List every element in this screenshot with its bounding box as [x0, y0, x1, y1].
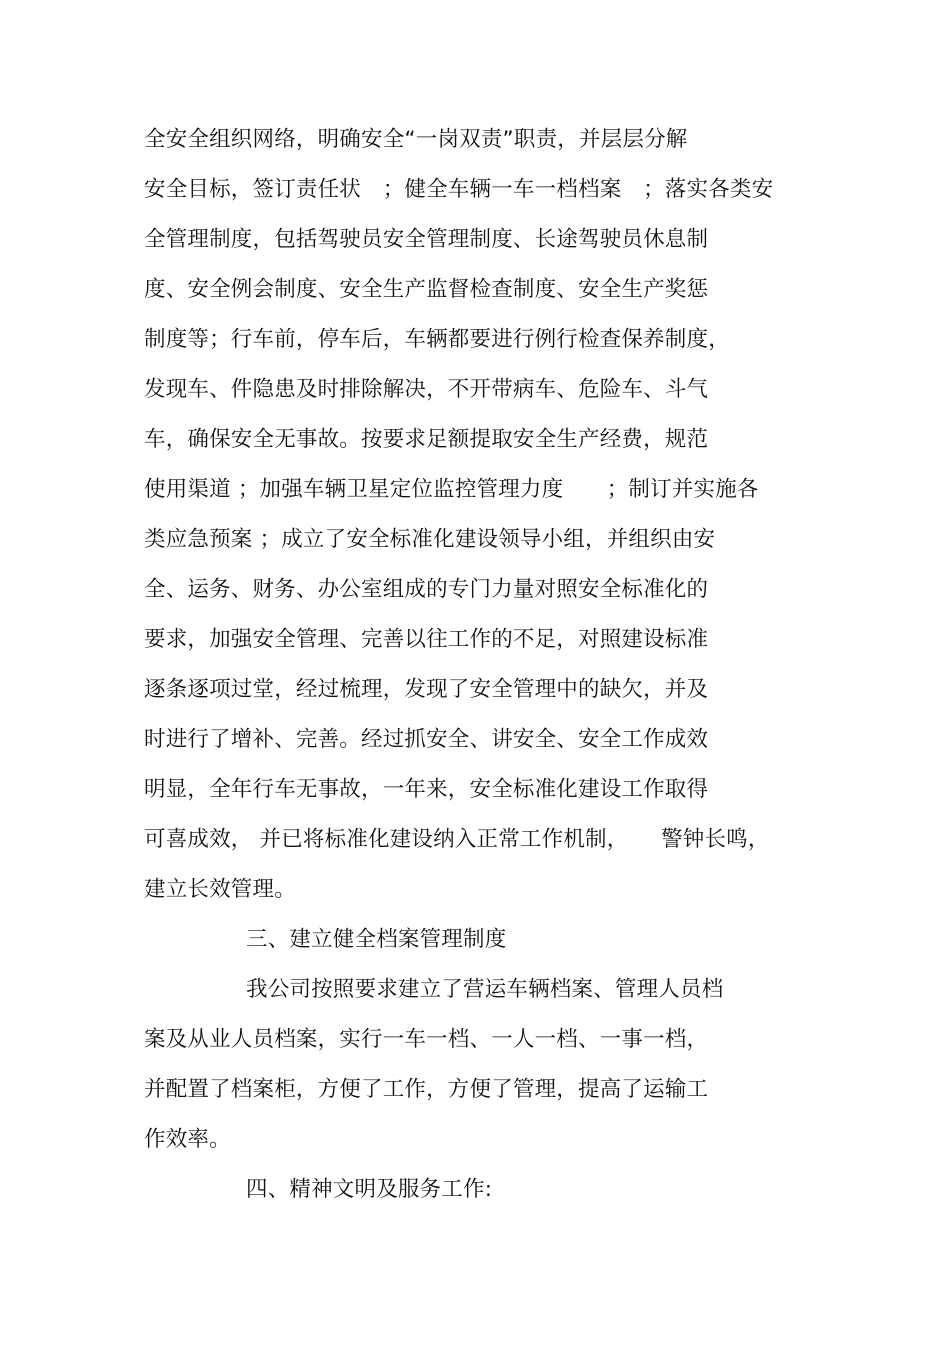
paragraph-line: 发现车、件隐患及时排除解决，不开带病车、危险车、斗气	[144, 377, 709, 402]
section-heading-4: 四、精神文明及服务工作:	[246, 1177, 493, 1202]
paragraph-line: 并配置了档案柜，方便了工作，方便了管理，提高了运输工	[144, 1077, 709, 1102]
paragraph-line: 类应急预案 ；成立了安全标准化建设领导小组，并组织由安	[144, 527, 716, 552]
paragraph-line: 要求，加强安全管理、完善以往工作的不足，对照建设标准	[144, 627, 709, 652]
paragraph-line: 使用渠道 ；加强车辆卫星定位监控管理力度 ；制订并实施各	[144, 477, 759, 502]
paragraph-line: 时进行了增补、完善。经过抓安全、讲安全、安全工作成效	[144, 727, 709, 752]
paragraph-line: 全、运务、财务、办公室组成的专门力量对照安全标准化的	[144, 577, 709, 602]
paragraph-line: 建立长效管理。	[144, 877, 296, 902]
paragraph-line: 车，确保安全无事故。按要求足额提取安全生产经费，规范	[144, 427, 709, 452]
paragraph-line: 度、安全例会制度、安全生产监督检查制度、安全生产奖惩	[144, 277, 709, 302]
paragraph-line: 明显，全年行车无事故，一年来，安全标准化建设工作取得	[144, 777, 709, 802]
section-heading-3: 三、建立健全档案管理制度	[246, 927, 507, 952]
paragraph-line: 制度等；行车前，停车后，车辆都要进行例行检查保养制度，	[144, 327, 730, 352]
paragraph-line: 全管理制度，包括驾驶员安全管理制度、长途驾驶员休息制	[144, 227, 709, 252]
paragraph-line: 案及从业人员档案，实行一车一档、一人一档、一事一档，	[144, 1027, 709, 1052]
paragraph-line: 作效率。	[144, 1127, 231, 1152]
paragraph-line: 逐条逐项过堂，经过梳理，发现了安全管理中的缺欠，并及	[144, 677, 709, 702]
paragraph-line: 我公司按照要求建立了营运车辆档案、管理人员档	[246, 977, 724, 1002]
paragraph-line: 可喜成效， 并已将标准化建设纳入正常工作机制， 警钟长鸣，	[144, 827, 770, 852]
paragraph-line: 全安全组织网络，明确安全“一岗双责”职责，并层层分解	[144, 127, 688, 152]
paragraph-line: 安全目标，签订责任状 ；健全车辆一车一档档案 ；落实各类安	[144, 177, 774, 202]
